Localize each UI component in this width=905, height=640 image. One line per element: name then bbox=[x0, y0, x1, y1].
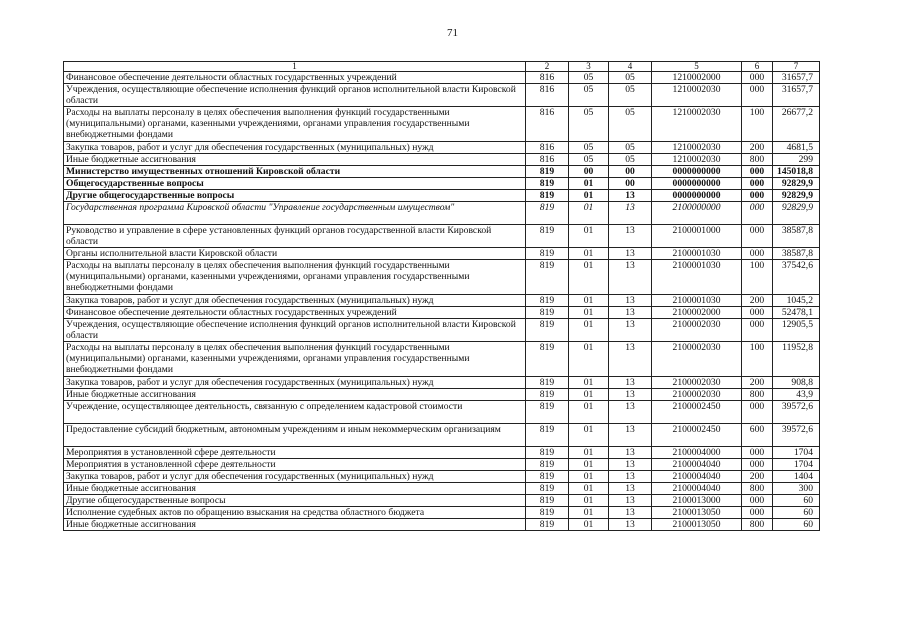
subsection-code: 13 bbox=[609, 377, 652, 389]
table-row bbox=[64, 84, 820, 107]
column-header: 5 bbox=[652, 62, 742, 72]
section-code: 01 bbox=[569, 202, 609, 225]
column-header: 7 bbox=[773, 62, 820, 72]
section-code: 01 bbox=[569, 447, 609, 459]
amount: 12905,5 bbox=[773, 319, 820, 342]
target-article-code: 1210002030 bbox=[652, 84, 742, 107]
target-article-code: 2100002030 bbox=[652, 319, 742, 342]
subsection-code: 13 bbox=[609, 447, 652, 459]
table-row bbox=[64, 202, 820, 225]
section-code: 05 bbox=[569, 107, 609, 142]
page-number: 71 bbox=[447, 27, 458, 39]
expense-type-code: 000 bbox=[742, 319, 773, 342]
subsection-code: 05 bbox=[609, 72, 652, 84]
table-row bbox=[64, 107, 820, 142]
ministry-code: 819 bbox=[526, 190, 569, 202]
section-code: 01 bbox=[569, 507, 609, 519]
row-name: Министерство имущественных отношений Кировской области bbox=[64, 166, 526, 178]
amount: 60 bbox=[773, 507, 820, 519]
ministry-code: 819 bbox=[526, 319, 569, 342]
target-article-code: 0000000000 bbox=[652, 178, 742, 190]
column-header: 1 bbox=[64, 62, 526, 72]
subsection-code: 05 bbox=[609, 142, 652, 154]
subsection-code: 13 bbox=[609, 495, 652, 507]
subsection-code: 13 bbox=[609, 389, 652, 401]
target-article-code: 2100004040 bbox=[652, 483, 742, 495]
amount: 38587,8 bbox=[773, 225, 820, 248]
ministry-code: 819 bbox=[526, 483, 569, 495]
amount: 92829,9 bbox=[773, 190, 820, 202]
expense-type-code: 000 bbox=[742, 459, 773, 471]
expense-type-code: 200 bbox=[742, 471, 773, 483]
table-row bbox=[64, 519, 820, 531]
expense-type-code: 100 bbox=[742, 107, 773, 142]
table-row bbox=[64, 225, 820, 248]
row-name: Иные бюджетные ассигнования bbox=[64, 389, 526, 401]
column-header: 4 bbox=[609, 62, 652, 72]
row-name: Учреждения, осуществляющие обеспечение исполнения функций органов исполнительной власти Кировской области bbox=[64, 84, 526, 107]
row-name: Учреждения, осуществляющие обеспечение исполнения функций органов исполнительной власти Кировской области bbox=[64, 319, 526, 342]
row-name: Закупка товаров, работ и услуг для обеспечения государственных (муниципальных) нужд bbox=[64, 295, 526, 307]
subsection-code: 13 bbox=[609, 401, 652, 424]
amount: 31657,7 bbox=[773, 72, 820, 84]
amount: 37542,6 bbox=[773, 260, 820, 295]
ministry-code: 819 bbox=[526, 459, 569, 471]
amount: 1704 bbox=[773, 447, 820, 459]
row-name: Закупка товаров, работ и услуг для обеспечения государственных (муниципальных) нужд bbox=[64, 377, 526, 389]
subsection-code: 13 bbox=[609, 190, 652, 202]
subsection-code: 13 bbox=[609, 260, 652, 295]
amount: 43,9 bbox=[773, 389, 820, 401]
amount: 300 bbox=[773, 483, 820, 495]
target-article-code: 2100002030 bbox=[652, 342, 742, 377]
ministry-code: 819 bbox=[526, 295, 569, 307]
table-row bbox=[64, 389, 820, 401]
expense-type-code: 800 bbox=[742, 519, 773, 531]
section-code: 01 bbox=[569, 471, 609, 483]
table-row bbox=[64, 319, 820, 342]
amount: 26677,2 bbox=[773, 107, 820, 142]
ministry-code: 819 bbox=[526, 377, 569, 389]
subsection-code: 13 bbox=[609, 295, 652, 307]
row-name: Расходы на выплаты персоналу в целях обеспечения выполнения функций государственными (муниципальными) органами, казенными учреждениями, органами управления государственными внебюджетными фондами bbox=[64, 107, 526, 142]
ministry-code: 819 bbox=[526, 248, 569, 260]
expense-type-code: 100 bbox=[742, 260, 773, 295]
expense-type-code: 000 bbox=[742, 225, 773, 248]
subsection-code: 05 bbox=[609, 154, 652, 166]
subsection-code: 13 bbox=[609, 202, 652, 225]
section-code: 01 bbox=[569, 248, 609, 260]
expense-type-code: 000 bbox=[742, 248, 773, 260]
row-name: Расходы на выплаты персоналу в целях обеспечения выполнения функций государственными (муниципальными) органами, казенными учреждениями, органами управления государственными внебюджетными фондами bbox=[64, 260, 526, 295]
expense-type-code: 000 bbox=[742, 401, 773, 424]
subsection-code: 13 bbox=[609, 424, 652, 447]
row-name: Финансовое обеспечение деятельности областных государственных учреждений bbox=[64, 72, 526, 84]
amount: 1404 bbox=[773, 471, 820, 483]
subsection-code: 13 bbox=[609, 342, 652, 377]
row-name: Мероприятия в установленной сфере деятельности bbox=[64, 459, 526, 471]
subsection-code: 13 bbox=[609, 483, 652, 495]
amount: 1704 bbox=[773, 459, 820, 471]
section-code: 01 bbox=[569, 519, 609, 531]
section-code: 01 bbox=[569, 424, 609, 447]
table-row bbox=[64, 507, 820, 519]
amount: 52478,1 bbox=[773, 307, 820, 319]
row-name: Закупка товаров, работ и услуг для обеспечения государственных (муниципальных) нужд bbox=[64, 471, 526, 483]
row-name: Руководство и управление в сфере установленных функций органов государственной власти Кировской области bbox=[64, 225, 526, 248]
section-code: 05 bbox=[569, 154, 609, 166]
table-row bbox=[64, 260, 820, 295]
ministry-code: 819 bbox=[526, 401, 569, 424]
table-row bbox=[64, 248, 820, 260]
table-row bbox=[64, 178, 820, 190]
ministry-code: 819 bbox=[526, 260, 569, 295]
section-code: 01 bbox=[569, 495, 609, 507]
table-row bbox=[64, 295, 820, 307]
expense-type-code: 600 bbox=[742, 424, 773, 447]
expense-type-code: 800 bbox=[742, 154, 773, 166]
expense-type-code: 200 bbox=[742, 295, 773, 307]
target-article-code: 2100002450 bbox=[652, 401, 742, 424]
amount: 92829,9 bbox=[773, 202, 820, 225]
target-article-code: 0000000000 bbox=[652, 190, 742, 202]
ministry-code: 819 bbox=[526, 202, 569, 225]
target-article-code: 2100001030 bbox=[652, 295, 742, 307]
target-article-code: 1210002000 bbox=[652, 72, 742, 84]
section-code: 01 bbox=[569, 225, 609, 248]
ministry-code: 816 bbox=[526, 84, 569, 107]
section-code: 05 bbox=[569, 142, 609, 154]
target-article-code: 2100001000 bbox=[652, 225, 742, 248]
expense-type-code: 800 bbox=[742, 483, 773, 495]
expense-type-code: 000 bbox=[742, 178, 773, 190]
target-article-code: 2100001030 bbox=[652, 248, 742, 260]
ministry-code: 819 bbox=[526, 307, 569, 319]
amount: 31657,7 bbox=[773, 84, 820, 107]
table-row bbox=[64, 424, 820, 447]
table-row bbox=[64, 483, 820, 495]
subsection-code: 00 bbox=[609, 178, 652, 190]
expense-type-code: 000 bbox=[742, 190, 773, 202]
target-article-code: 1210002030 bbox=[652, 107, 742, 142]
ministry-code: 819 bbox=[526, 342, 569, 377]
row-name: Государственная программа Кировской области "Управление государственным имуществом" bbox=[64, 202, 526, 225]
target-article-code: 2100002450 bbox=[652, 424, 742, 447]
section-code: 01 bbox=[569, 389, 609, 401]
row-name: Исполнение судебных актов по обращению взыскания на средства областного бюджета bbox=[64, 507, 526, 519]
table-row bbox=[64, 72, 820, 84]
ministry-code: 819 bbox=[526, 389, 569, 401]
ministry-code: 819 bbox=[526, 178, 569, 190]
row-name: Мероприятия в установленной сфере деятельности bbox=[64, 447, 526, 459]
ministry-code: 816 bbox=[526, 154, 569, 166]
amount: 39572,6 bbox=[773, 401, 820, 424]
amount: 145018,8 bbox=[773, 166, 820, 178]
target-article-code: 2100002030 bbox=[652, 389, 742, 401]
header-row bbox=[64, 62, 820, 72]
expense-type-code: 200 bbox=[742, 377, 773, 389]
table-row bbox=[64, 447, 820, 459]
amount: 39572,6 bbox=[773, 424, 820, 447]
column-header: 2 bbox=[526, 62, 569, 72]
section-code: 01 bbox=[569, 483, 609, 495]
ministry-code: 819 bbox=[526, 507, 569, 519]
expense-type-code: 000 bbox=[742, 84, 773, 107]
amount: 92829,9 bbox=[773, 178, 820, 190]
expense-type-code: 000 bbox=[742, 307, 773, 319]
target-article-code: 2100004040 bbox=[652, 471, 742, 483]
section-code: 01 bbox=[569, 459, 609, 471]
table-row bbox=[64, 459, 820, 471]
ministry-code: 819 bbox=[526, 495, 569, 507]
expense-type-code: 000 bbox=[742, 166, 773, 178]
row-name: Закупка товаров, работ и услуг для обеспечения государственных (муниципальных) нужд bbox=[64, 142, 526, 154]
table-row bbox=[64, 142, 820, 154]
section-code: 05 bbox=[569, 84, 609, 107]
section-code: 01 bbox=[569, 377, 609, 389]
table-row bbox=[64, 190, 820, 202]
section-code: 01 bbox=[569, 307, 609, 319]
target-article-code: 2100001030 bbox=[652, 260, 742, 295]
ministry-code: 816 bbox=[526, 107, 569, 142]
table-row bbox=[64, 154, 820, 166]
target-article-code: 2100000000 bbox=[652, 202, 742, 225]
amount: 4681,5 bbox=[773, 142, 820, 154]
table-row bbox=[64, 495, 820, 507]
subsection-code: 05 bbox=[609, 84, 652, 107]
ministry-code: 819 bbox=[526, 225, 569, 248]
row-name: Предоставление субсидий бюджетным, автономным учреждениям и иным некоммерческим организациям bbox=[64, 424, 526, 447]
subsection-code: 13 bbox=[609, 471, 652, 483]
row-name: Иные бюджетные ассигнования bbox=[64, 483, 526, 495]
target-article-code: 2100013050 bbox=[652, 519, 742, 531]
row-name: Органы исполнительной власти Кировской области bbox=[64, 248, 526, 260]
row-name: Другие общегосударственные вопросы bbox=[64, 190, 526, 202]
column-header: 6 bbox=[742, 62, 773, 72]
subsection-code: 05 bbox=[609, 107, 652, 142]
target-article-code: 0000000000 bbox=[652, 166, 742, 178]
section-code: 01 bbox=[569, 401, 609, 424]
table-row bbox=[64, 166, 820, 178]
expense-type-code: 200 bbox=[742, 142, 773, 154]
target-article-code: 2100002000 bbox=[652, 307, 742, 319]
row-name: Расходы на выплаты персоналу в целях обеспечения выполнения функций государственными (муниципальными) органами, казенными учреждениями, органами управления государственными внебюджетными фондами bbox=[64, 342, 526, 377]
section-code: 01 bbox=[569, 342, 609, 377]
row-name: Общегосударственные вопросы bbox=[64, 178, 526, 190]
subsection-code: 13 bbox=[609, 225, 652, 248]
subsection-code: 00 bbox=[609, 166, 652, 178]
row-name: Иные бюджетные ассигнования bbox=[64, 154, 526, 166]
subsection-code: 13 bbox=[609, 319, 652, 342]
budget-table bbox=[63, 61, 820, 531]
amount: 60 bbox=[773, 495, 820, 507]
amount: 11952,8 bbox=[773, 342, 820, 377]
expense-type-code: 100 bbox=[742, 342, 773, 377]
expense-type-code: 000 bbox=[742, 507, 773, 519]
target-article-code: 2100013050 bbox=[652, 507, 742, 519]
ministry-code: 819 bbox=[526, 166, 569, 178]
expense-type-code: 000 bbox=[742, 495, 773, 507]
table-row bbox=[64, 342, 820, 377]
ministry-code: 819 bbox=[526, 471, 569, 483]
row-name: Финансовое обеспечение деятельности областных государственных учреждений bbox=[64, 307, 526, 319]
row-name: Иные бюджетные ассигнования bbox=[64, 519, 526, 531]
section-code: 01 bbox=[569, 260, 609, 295]
subsection-code: 13 bbox=[609, 459, 652, 471]
subsection-code: 13 bbox=[609, 519, 652, 531]
ministry-code: 816 bbox=[526, 142, 569, 154]
subsection-code: 13 bbox=[609, 307, 652, 319]
target-article-code: 2100002030 bbox=[652, 377, 742, 389]
target-article-code: 2100013000 bbox=[652, 495, 742, 507]
row-name: Другие общегосударственные вопросы bbox=[64, 495, 526, 507]
table-row bbox=[64, 401, 820, 424]
table-row bbox=[64, 307, 820, 319]
target-article-code: 1210002030 bbox=[652, 154, 742, 166]
section-code: 01 bbox=[569, 319, 609, 342]
section-code: 00 bbox=[569, 166, 609, 178]
section-code: 01 bbox=[569, 295, 609, 307]
amount: 38587,8 bbox=[773, 248, 820, 260]
expense-type-code: 000 bbox=[742, 72, 773, 84]
ministry-code: 819 bbox=[526, 519, 569, 531]
section-code: 05 bbox=[569, 72, 609, 84]
ministry-code: 819 bbox=[526, 424, 569, 447]
column-header: 3 bbox=[569, 62, 609, 72]
subsection-code: 13 bbox=[609, 248, 652, 260]
ministry-code: 819 bbox=[526, 447, 569, 459]
ministry-code: 816 bbox=[526, 72, 569, 84]
table-row bbox=[64, 471, 820, 483]
target-article-code: 1210002030 bbox=[652, 142, 742, 154]
amount: 299 bbox=[773, 154, 820, 166]
expense-type-code: 800 bbox=[742, 389, 773, 401]
section-code: 01 bbox=[569, 178, 609, 190]
amount: 1045,2 bbox=[773, 295, 820, 307]
target-article-code: 2100004000 bbox=[652, 447, 742, 459]
row-name: Учреждение, осуществляющее деятельность, связанную с определением кадастровой стоимости bbox=[64, 401, 526, 424]
amount: 908,8 bbox=[773, 377, 820, 389]
subsection-code: 13 bbox=[609, 507, 652, 519]
table-row bbox=[64, 377, 820, 389]
target-article-code: 2100004040 bbox=[652, 459, 742, 471]
section-code: 01 bbox=[569, 190, 609, 202]
expense-type-code: 000 bbox=[742, 447, 773, 459]
amount: 60 bbox=[773, 519, 820, 531]
expense-type-code: 000 bbox=[742, 202, 773, 225]
